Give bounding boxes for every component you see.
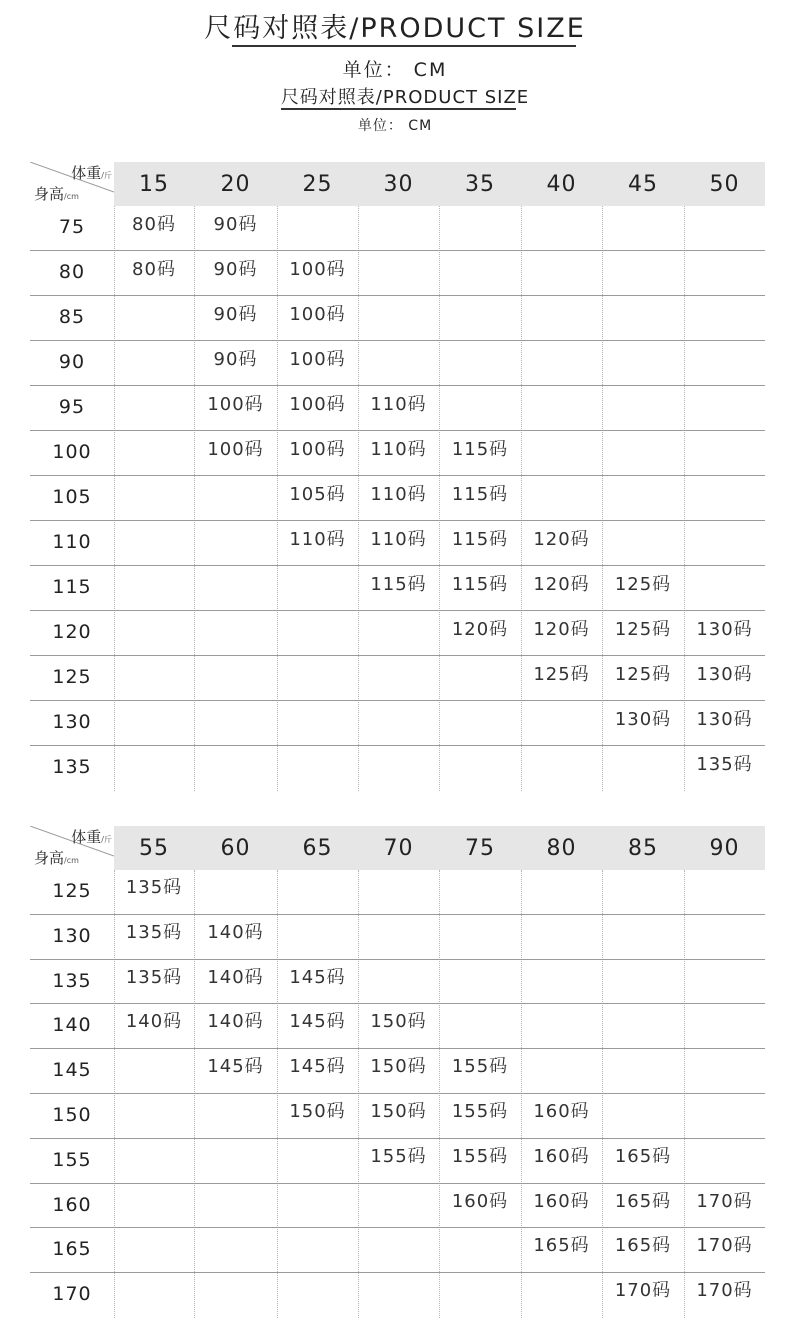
- weight-column-header: 45: [628, 172, 658, 197]
- height-label: 身高: [34, 849, 65, 867]
- size-cell: 170码: [614, 1280, 672, 1302]
- size-cell: 140码: [207, 1011, 264, 1033]
- size-cell: 125码: [614, 574, 672, 595]
- weight-column-header: 50: [709, 172, 740, 197]
- table-row: [30, 1094, 765, 1139]
- title-underline: [232, 45, 576, 47]
- size-cell: 125码: [614, 619, 672, 640]
- weight-unit: /斤: [101, 835, 112, 844]
- height-label: 身高: [34, 185, 65, 203]
- table-row: [30, 960, 765, 1005]
- size-cell: 155码: [451, 1056, 509, 1078]
- height-row-label: 135: [52, 756, 92, 778]
- size-chart-title: 尺码对照表/PRODUCT SIZE: [204, 13, 586, 44]
- weight-column-header: 15: [139, 172, 169, 197]
- size-cell: 115码: [451, 484, 509, 505]
- weight-column-header: 30: [383, 172, 414, 197]
- size-cell: 120码: [533, 619, 590, 640]
- table-row: [30, 521, 765, 566]
- size-cell: 100码: [207, 439, 264, 460]
- size-cell: 160码: [533, 1190, 590, 1212]
- unit-label: 单位： CM: [342, 59, 448, 81]
- table-row: [30, 611, 765, 656]
- size-cell: 170码: [696, 1235, 753, 1257]
- weight-column-header: 85: [628, 836, 658, 861]
- size-cell: 125码: [614, 664, 672, 685]
- corner-height-label: [34, 847, 79, 868]
- size-cell: 115码: [451, 439, 509, 460]
- size-cell: 115码: [451, 529, 509, 550]
- table-row: [30, 1049, 765, 1094]
- size-cell: 160码: [533, 1145, 590, 1167]
- size-cell: 100码: [207, 394, 264, 415]
- size-cell: 115码: [370, 574, 427, 595]
- height-row-label: 85: [58, 306, 86, 328]
- table-row: [30, 566, 765, 611]
- size-cell: 170码: [696, 1280, 753, 1302]
- height-unit: /cm: [64, 192, 79, 201]
- height-row-label: 110: [52, 531, 92, 553]
- height-row-label: 115: [52, 576, 92, 598]
- height-row-label: 90: [58, 351, 86, 373]
- table-row: [30, 1273, 765, 1318]
- height-row-label: 120: [52, 621, 92, 643]
- weight-header-row: [30, 826, 765, 870]
- weight-column-header: 25: [302, 172, 333, 197]
- size-cell: 130码: [696, 709, 753, 730]
- size-cell: 90码: [213, 304, 258, 325]
- table-row: [30, 746, 765, 791]
- height-row-label: 130: [52, 924, 92, 947]
- table-row: [30, 1139, 765, 1184]
- size-cell: 165码: [614, 1190, 672, 1212]
- weight-column-header: 60: [220, 836, 251, 861]
- height-row-label: 75: [58, 216, 86, 238]
- height-row-label: 125: [52, 666, 92, 688]
- table-row: [30, 1184, 765, 1229]
- height-row-label: 170: [52, 1283, 92, 1306]
- weight-label: 体重: [71, 164, 102, 182]
- table-row: [30, 431, 765, 476]
- size-cell: 145码: [289, 1056, 346, 1078]
- size-cell: 135码: [696, 754, 753, 775]
- corner-weight-label: [71, 826, 112, 847]
- table-row: [30, 870, 765, 915]
- size-cell: 90码: [213, 349, 258, 370]
- size-cell: 115码: [451, 574, 509, 595]
- height-row-label: 165: [52, 1238, 92, 1261]
- weight-column-header: 20: [220, 172, 251, 197]
- subtitle-underline: [281, 108, 516, 110]
- weight-label: 体重: [71, 828, 102, 846]
- size-cell: 100码: [289, 439, 346, 460]
- size-cell: 100码: [289, 259, 346, 280]
- size-cell: 135码: [125, 921, 183, 943]
- size-cell: 150码: [289, 1101, 346, 1122]
- corner-weight-label: [71, 162, 112, 183]
- size-cell: 150码: [370, 1056, 427, 1078]
- weight-unit: /斤: [101, 171, 112, 180]
- height-row-label: 155: [52, 1148, 92, 1171]
- weight-column-header: 35: [465, 172, 495, 197]
- table-row: [30, 206, 765, 251]
- size-cell: 145码: [207, 1056, 264, 1078]
- size-cell: 165码: [614, 1235, 672, 1257]
- height-row-label: 105: [52, 486, 92, 508]
- table-row: [30, 386, 765, 431]
- size-cell: 170码: [696, 1190, 753, 1212]
- size-chart-subtitle: 尺码对照表/PRODUCT SIZE: [280, 87, 530, 108]
- table-row: [30, 296, 765, 341]
- height-row-label: 80: [58, 261, 86, 283]
- size-cell: 165码: [533, 1235, 590, 1257]
- size-cell: 155码: [370, 1145, 427, 1167]
- table-row: [30, 341, 765, 386]
- size-cell: 145码: [289, 1011, 346, 1033]
- height-row-label: 160: [52, 1193, 92, 1216]
- size-cell: 90码: [213, 214, 258, 235]
- size-cell: 155码: [451, 1101, 509, 1122]
- weight-column-header: 40: [546, 172, 577, 197]
- size-cell: 110码: [289, 529, 346, 550]
- corner-height-label: [34, 183, 79, 204]
- table-row: [30, 476, 765, 521]
- size-cell: 160码: [533, 1101, 590, 1122]
- height-row-label: 135: [52, 969, 92, 992]
- weight-column-header: 70: [383, 836, 414, 861]
- size-cell: 80码: [132, 259, 176, 280]
- size-cell: 100码: [289, 349, 346, 370]
- size-cell: 140码: [207, 921, 264, 943]
- size-cell: 80码: [132, 214, 176, 235]
- height-unit: /cm: [64, 856, 79, 865]
- size-cell: 100码: [289, 394, 346, 415]
- size-cell: 120码: [533, 574, 590, 595]
- height-row-label: 140: [52, 1014, 92, 1037]
- weight-column-header: 80: [546, 836, 577, 861]
- height-row-label: 95: [58, 396, 86, 418]
- weight-column-header: 55: [139, 836, 169, 861]
- table-row: [30, 1004, 765, 1049]
- size-cell: 135码: [125, 966, 183, 988]
- size-cell: 110码: [370, 394, 427, 415]
- corner-cell: [30, 826, 114, 870]
- size-cell: 90码: [213, 259, 258, 280]
- table-row: [30, 251, 765, 296]
- size-cell: 150码: [370, 1101, 427, 1122]
- size-cell: 160码: [451, 1190, 509, 1212]
- weight-column-header: 65: [302, 836, 333, 861]
- size-cell: 140码: [125, 1011, 183, 1033]
- weight-column-header: 75: [465, 836, 495, 861]
- size-cell: 125码: [533, 664, 590, 685]
- size-cell: 110码: [370, 484, 427, 505]
- height-row-label: 125: [52, 880, 92, 902]
- height-row-label: 130: [52, 711, 92, 733]
- table-row: [30, 1228, 765, 1273]
- size-cell: 135码: [125, 877, 183, 898]
- size-cell: 130码: [696, 619, 753, 640]
- size-cell: 150码: [370, 1011, 427, 1033]
- size-cell: 110码: [370, 439, 427, 460]
- size-cell: 130码: [696, 664, 753, 685]
- height-row-label: 145: [52, 1059, 92, 1082]
- size-cell: 100码: [289, 304, 346, 325]
- size-cell: 155码: [451, 1145, 509, 1167]
- corner-cell: [30, 162, 114, 206]
- table-row: [30, 915, 765, 960]
- size-cell: 110码: [370, 529, 427, 550]
- table-row: [30, 701, 765, 746]
- size-cell: 165码: [614, 1145, 672, 1167]
- height-row-label: 100: [52, 441, 92, 463]
- size-cell: 130码: [614, 709, 672, 730]
- weight-header-row: [30, 162, 765, 206]
- size-cell: 105码: [289, 484, 346, 505]
- table-row: [30, 656, 765, 701]
- size-cell: 145码: [289, 966, 346, 988]
- height-row-label: 150: [52, 1104, 92, 1126]
- unit-label-small: 单位： CM: [357, 118, 433, 134]
- weight-column-header: 90: [709, 836, 740, 861]
- size-cell: 120码: [533, 529, 590, 550]
- size-cell: 120码: [451, 619, 509, 640]
- size-cell: 140码: [207, 966, 264, 988]
